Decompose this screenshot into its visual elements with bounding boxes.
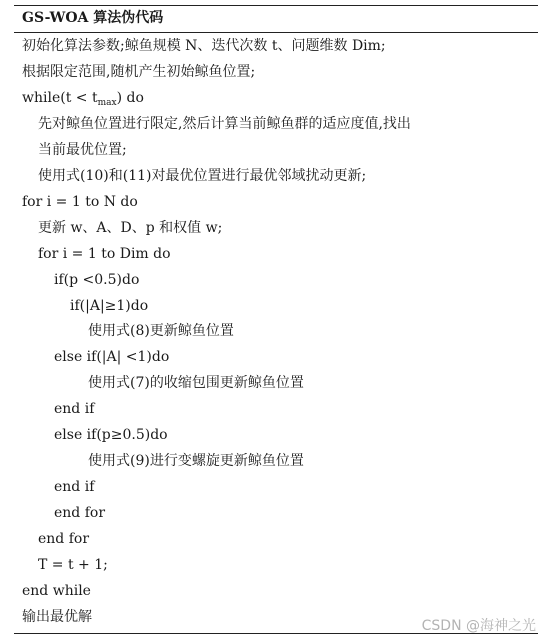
code-line: 使用式(9)进行变螺旋更新鲸鱼位置 bbox=[88, 453, 304, 469]
code-line: for i = 1 to N do bbox=[22, 194, 138, 210]
code-line: 先对鲸鱼位置进行限定,然后计算当前鲸鱼群的适应度值,找出 bbox=[38, 116, 411, 132]
code-line: else if(|A| <1)do bbox=[54, 349, 170, 365]
code-line: else if(p≥0.5)do bbox=[54, 427, 168, 443]
code-line: if(|A|≥1)do bbox=[70, 298, 149, 314]
csdn-watermark: CSDN @海神之光 bbox=[421, 618, 536, 634]
while-tail: ) do bbox=[116, 90, 144, 106]
code-line: 更新 w、A、D、p 和权值 w; bbox=[38, 220, 223, 236]
code-line: 使用式(8)更新鲸鱼位置 bbox=[88, 323, 234, 339]
code-line: 使用式(10)和(11)对最优位置进行最优邻域扰动更新; bbox=[38, 168, 367, 184]
code-line: for i = 1 to Dim do bbox=[38, 246, 171, 262]
code-line: 当前最优位置; bbox=[38, 142, 127, 158]
code-line: 根据限定范围,随机产生初始鲸鱼位置; bbox=[22, 64, 256, 80]
code-line: end if bbox=[54, 479, 95, 495]
code-line: T = t + 1; bbox=[38, 557, 108, 573]
code-line: end while bbox=[22, 583, 91, 599]
while-subscript: max bbox=[97, 98, 117, 108]
code-line: 初始化算法参数;鲸鱼规模 N、迭代次数 t、问题维数 Dim; bbox=[22, 38, 386, 54]
algorithm-title: GS-WOA 算法伪代码 bbox=[22, 10, 164, 26]
code-line: 使用式(7)的收缩包围更新鲸鱼位置 bbox=[88, 375, 304, 391]
while-head: while(t < t bbox=[22, 90, 98, 106]
code-line: end if bbox=[54, 401, 95, 417]
header-rule bbox=[14, 32, 538, 33]
code-line: 输出最优解 bbox=[22, 609, 92, 625]
code-line: if(p <0.5)do bbox=[54, 272, 140, 288]
code-line: end for bbox=[54, 505, 106, 521]
top-rule bbox=[14, 5, 538, 6]
code-line: end for bbox=[38, 531, 90, 547]
code-line-while bbox=[22, 88, 144, 108]
